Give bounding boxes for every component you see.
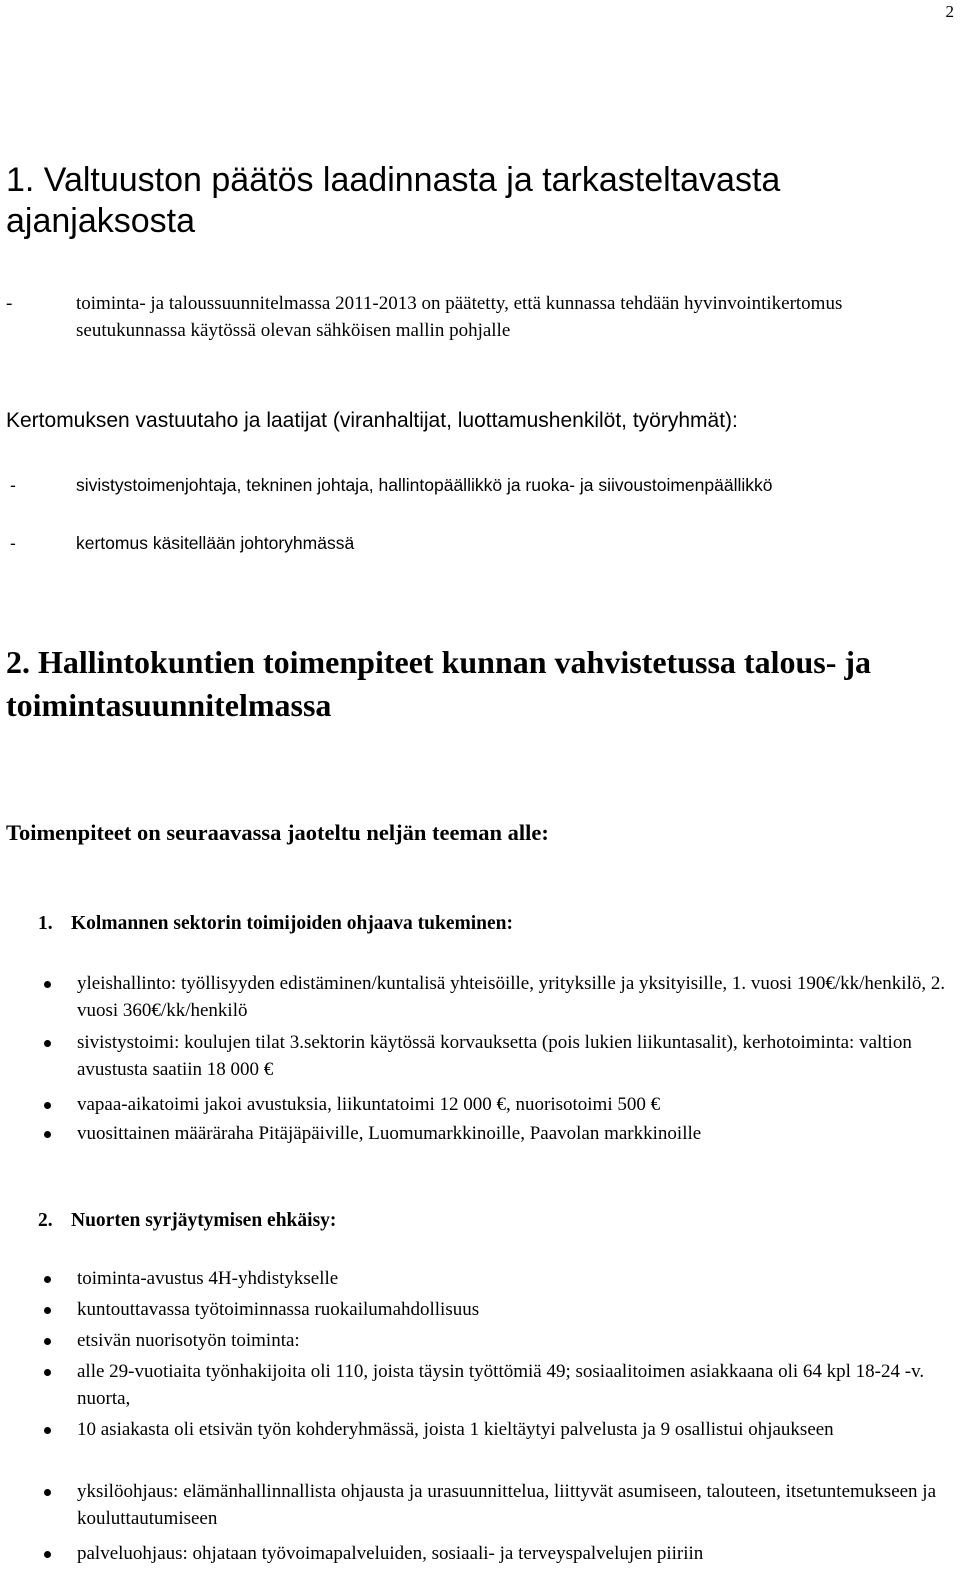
bullet-icon [44, 1131, 51, 1138]
bullet-icon [44, 981, 51, 988]
bullet-icon [44, 1489, 51, 1496]
bullet-icon [44, 1551, 51, 1558]
section-1-subitem: - sivistystoimenjohtaja, tekninen johtaja, hallintopäällikkö ja ruoka- ja siivoustoimenpäällikkö [6, 471, 936, 500]
list-item: yksilöohjaus: elämänhallinnallista ohjausta ja urasuunnittelua, liittyvät asumiseen, talouteen, itsetuntemukseen ja kouluttautumiseen [6, 1478, 956, 1532]
bullet-icon [44, 1276, 51, 1283]
theme-heading: 2. Nuorten syrjäytymisen ehkäisy: [38, 1210, 337, 1231]
theme-heading: 1. Kolmannen sektorin toimijoiden ohjaava tukeminen: [38, 913, 514, 934]
section-2-title: 2. Hallintokuntien toimenpiteet kunnan vahvistetussa talous- ja toimintasuunnitelmassa [6, 644, 872, 723]
dash-bullet-icon: - [10, 533, 16, 553]
list-item: 10 asiakasta oli etsivän työn kohderyhmässä, joista 1 kieltäytyi palvelusta ja 9 osallistui ohjaukseen [6, 1416, 956, 1443]
list-item: kuntouttavassa työtoiminnassa ruokailumahdollisuus [6, 1296, 956, 1323]
list-item: vapaa-aikatoimi jakoi avustuksia, liikuntatoimi 12 000 €, nuorisotoimi 500 € [6, 1091, 956, 1118]
section-1-subheading: Kertomuksen vastuutaho ja laatijat (viranhaltijat, luottamushenkilöt, työryhmät): [6, 409, 738, 432]
dash-bullet-icon: - [10, 475, 16, 495]
list-item: yleishallinto: työllisyyden edistäminen/kuntalisä yhteisöille, yrityksille ja yksityisille, 1. vuosi 190€/kk/henkilö, 2. vuosi 360€/kk/henkilö [6, 970, 956, 1024]
list-item: toiminta-avustus 4H-yhdistykselle [6, 1265, 956, 1292]
list-item: etsivän nuorisotyön toiminta: [6, 1327, 956, 1354]
page-number: 2 [945, 2, 954, 21]
bullet-icon [44, 1307, 51, 1314]
list-item: sivistystoimi: koulujen tilat 3.sektorin käytössä korvauksetta (pois lukien liikuntasalit), kerhotoiminta: valtion avustusta saatiin 18 000 € [6, 1029, 956, 1083]
dash-bullet-icon: - [6, 293, 13, 314]
section-1-item: - toiminta- ja taloussuunnitelmassa 2011-2013 on päätetty, että kunnassa tehdään hyvinvointikertomus seutukunnassa käytössä olevan sähköisen mallin pohjalle [6, 290, 936, 344]
bullet-icon [44, 1427, 51, 1434]
list-item: palveluohjaus: ohjataan työvoimapalveluiden, sosiaali- ja terveyspalvelujen piiriin [6, 1540, 956, 1567]
list-item: vuosittainen määräraha Pitäjäpäiville, Luomumarkkinoille, Paavolan markkinoille [6, 1120, 956, 1147]
bullet-icon [44, 1040, 51, 1047]
section-1-subitem: - kertomus käsitellään johtoryhmässä [6, 529, 936, 558]
section-2-intro: Toimenpiteet on seuraavassa jaoteltu neljän teeman alle: [6, 820, 549, 845]
bullet-icon [44, 1102, 51, 1109]
section-1-title: 1. Valtuuston päätös laadinnasta ja tarkasteltavasta ajanjaksosta [6, 161, 781, 240]
bullet-icon [44, 1338, 51, 1345]
list-item: alle 29-vuotiaita työnhakijoita oli 110, joista täysin työttömiä 49; sosiaalitoimen asiakkaana oli 64 kpl 18-24 -v. nuorta, [6, 1358, 956, 1412]
bullet-icon [44, 1369, 51, 1376]
